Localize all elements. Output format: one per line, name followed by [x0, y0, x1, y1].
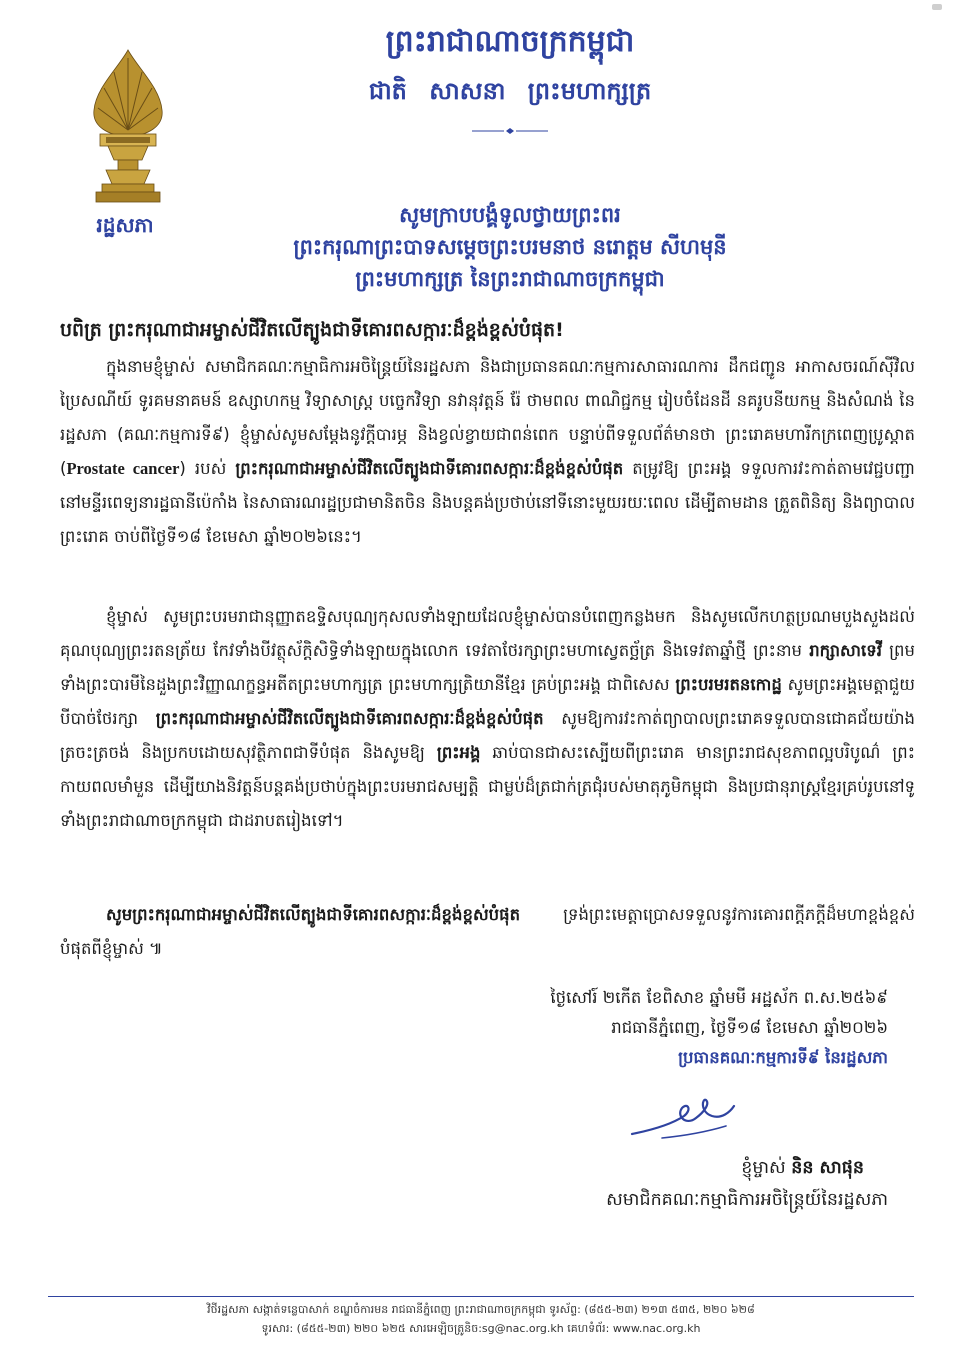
p1-text-a: ក្នុងនាមខ្ញុំម្ចាស់ សមាជិកគណៈកម្មាធិការអចិន្ត្រៃយ៍នៃរដ្ឋសភា និងជាប្រធានគណៈកម្មការសាធារណការ ដឹកជញ្ជូន អាកាសចរណ៍ស៊ីវិល ប្រៃសណីយ៍ ទូរគមនាគមន៍ ឧស្សាហកម្ម វិទ្យាសាស្ត្រ បច្ចេកវិទ្យា នវានុវត្តន៍ រ៉ែ ថាមពល ពាណិជ្ជកម្ម រៀបចំដែនដី នគរូបនីយកម្ម និងសំណង់ នៃរដ្ឋសភា (គណៈកម្មការទី៩) ខ្ញុំម្ចាស់សូមសម្តែងនូវក្តីបារម្ភ និងខ្វល់ខ្វាយជាពន់ពេក បន្ទាប់ពីទទួលព័ត៌មានថា ព្រះរោគមហារីកក្រពេញប្រូស្តាត ( [60, 357, 915, 478]
body-paragraph-1 [60, 350, 915, 554]
p1-text-c: តម្រូវឱ្យ ព្រះអង្គ ទទួលការវះកាត់តាមវេជ្ជបញ្ជា នៅមន្ទីរពេទ្យនារដ្ឋធានីប៉េកាំង នៃសាធារណរដ្ឋប្រជាមានិតចិន និងបន្តគង់ប្រថាប់នៅទីនោះមួយរយៈពេល ដើម្បីតាមដាន ត្រួតពិនិត្យ និងព្យាបាលព្រះរោគ ចាប់ពីថ្ងៃទី១៨ ខែមេសា ឆ្នាំ២០២៦នេះ។ [60, 459, 915, 546]
letterhead-motto: ជាតិ សាសនា ព្រះមហាក្សត្រ [368, 77, 652, 105]
letterhead-kingdom: ព្រះរាជាណាចក្រកម្ពុជា [385, 24, 635, 59]
page-corner-mark [932, 4, 942, 10]
heading-line-1: សូមក្រាបបង្គំទូលថ្វាយព្រះពរ [399, 203, 621, 227]
p2-text-c: សូមព្រះអង្គមេត្តាជួយបីបាច់ថែរក្សា [60, 675, 915, 728]
handwritten-signature [622, 1082, 742, 1152]
p3-text-a: ទ្រង់ព្រះមេត្តាប្រោសទទួលនូវការគោរពក្តីភក្តីដ៏មហាខ្ពង់ខ្ពស់បំផុតពីខ្ញុំម្ចាស់ ៕ [60, 905, 915, 958]
p2-text-e: ឆាប់បានជាសះស្បើយពីព្រះរោគ មានព្រះរាជសុខភាពល្អបរិបូណ៌ ព្រះកាយពលមាំមួន ដើម្បីយាងនិវត្តន៍បន្តគង់ប្រថាប់ក្នុងព្រះបរមរាជសម្បត្តិ ជាម្លប់ដ៏ត្រជាក់ត្រជុំរបស់មាតុភូមិកម្ពុជា និងប្រជានុរាស្ត្រខ្មែរគ្រប់រូបនៅទូទាំងព្រះរាជាណាចក្រកម្ពុជា ជាដរាបតរៀងទៅ។ [60, 743, 915, 830]
parliament-emblem-icon [78, 48, 178, 208]
date-lunar: ថ្ងៃសៅរ៍ ២កើត ខែពិសាខ ឆ្នាំមមី អដ្ឋស័ក ព.ស.២៥៦៩ [550, 988, 888, 1007]
footer-contacts: ទូរសារ: (៨៥៥-២៣) ២២០ ៦២៥ សារអេឡិចត្រូនិច:sg@nac.org.kh គេហទំព័រ: www.nac.org.kh [261, 1322, 701, 1335]
divider-ornament [470, 126, 550, 136]
p1-english-term: Prostate cancer [66, 459, 180, 478]
p2-text-a: ខ្ញុំម្ចាស់ សូមព្រះបរមរាជានុញ្ញាតឧទ្ទិសបុណ្យកុសលទាំងឡាយដែលខ្ញុំម្ចាស់បានបំពេញកន្លងមក និងសូមលើកហត្ថប្រណមបួងសួងដល់គុណបុណ្យព្រះរតនត្រ័យ កែវទាំងបីវត្ថុស័ក្តិសិទ្ធិទាំងឡាយក្នុងលោក ទេវតាថែរក្សាព្រះមហាស្វេតច្ឆ័ត្រ និងទេវតាឆ្នាំថ្មី ព្រះនាម [60, 607, 915, 660]
p1-text-b: ) របស់ [179, 459, 236, 478]
signer-position: សមាជិកគណៈកម្មាធិការអចិន្ត្រៃយ៍នៃរដ្ឋសភា [606, 1190, 888, 1210]
institution-name: រដ្ឋសភា [96, 213, 154, 237]
footer-address: វិថីរដ្ឋសភា សង្កាត់ទន្លេបាសាក់ ខណ្ឌចំការមន រាជធានីភ្នំពេញ ព្រះរាជាណាចក្រកម្ពុជា ទូរស័ព្ទ: (៨៥៥-២៣) ២១៣ ៥៣៥, ២២០ ៦២៨ [207, 1303, 755, 1316]
date-solar: រាជធានីភ្នំពេញ, ថ្ងៃទី១៨ ខែមេសា ឆ្នាំ២០២៦ [611, 1018, 888, 1037]
signer-name: និន សាផុន [791, 1158, 864, 1178]
p1-highlight: ព្រះករុណាជាអម្ចាស់ជីវិតលើត្បូងជាទីគោរពសក្ការៈដ៏ខ្ពង់ខ្ពស់បំផុត [235, 459, 624, 478]
signer-name-line [741, 1156, 864, 1182]
body-paragraph-3 [60, 898, 915, 966]
p3-highlight: សូមព្រះករុណាជាអម្ចាស់ជីវិតលើត្បូងជាទីគោរពសក្ការៈដ៏ខ្ពង់ខ្ពស់បំផុត [106, 905, 521, 924]
p2-highlight-3: ព្រះករុណាជាអម្ចាស់ជីវិតលើត្បូងជាទីគោរពសក្ការៈដ៏ខ្ពង់ខ្ពស់បំផុត [155, 709, 544, 728]
body-paragraph-2 [60, 600, 915, 838]
footer-divider [48, 1296, 914, 1297]
signer-title: ប្រធានគណៈកម្មការទី៩ នៃរដ្ឋសភា [678, 1048, 888, 1067]
signer-prefix: ខ្ញុំម្ចាស់ [741, 1158, 792, 1178]
heading-line-2: ព្រះករុណាព្រះបាទសម្តេចព្រះបរមនាថ នរោត្តម សីហមុនី [293, 235, 727, 259]
p2-highlight-2: ព្រះបរមរតនកោដ្ឋ [675, 675, 782, 694]
p2-highlight-1: រាក្សាសាទេវី [809, 641, 882, 660]
salutation: បពិត្រ ព្រះករុណាជាអម្ចាស់ជីវិតលើត្បូងជាទីគោរពសក្ការៈដ៏ខ្ពង់ខ្ពស់បំផុត! [60, 319, 564, 341]
p2-highlight-4: ព្រះអង្គ [436, 743, 481, 762]
p2-text-b: ព្រមទាំងព្រះបារមីនៃដួងព្រះវិញ្ញាណក្ខន្ធអតីតព្រះមហាក្សត្រ ព្រះមហាក្សត្រិយានីខ្មែរ គ្រប់ព្រះអង្គ ជាពិសេស [60, 641, 916, 694]
heading-line-3: ព្រះមហាក្សត្រ នៃព្រះរាជាណាចក្រកម្ពុជា [355, 267, 665, 291]
p2-text-d: សូមឱ្យការវះកាត់ព្យាបាលព្រះរោគទទួលបានជោគជ័យយ៉ាងត្រចះត្រចង់ និងប្រកបដោយសុវត្ថិភាពជាទីបំផុត និងសូមឱ្យ [60, 709, 915, 762]
